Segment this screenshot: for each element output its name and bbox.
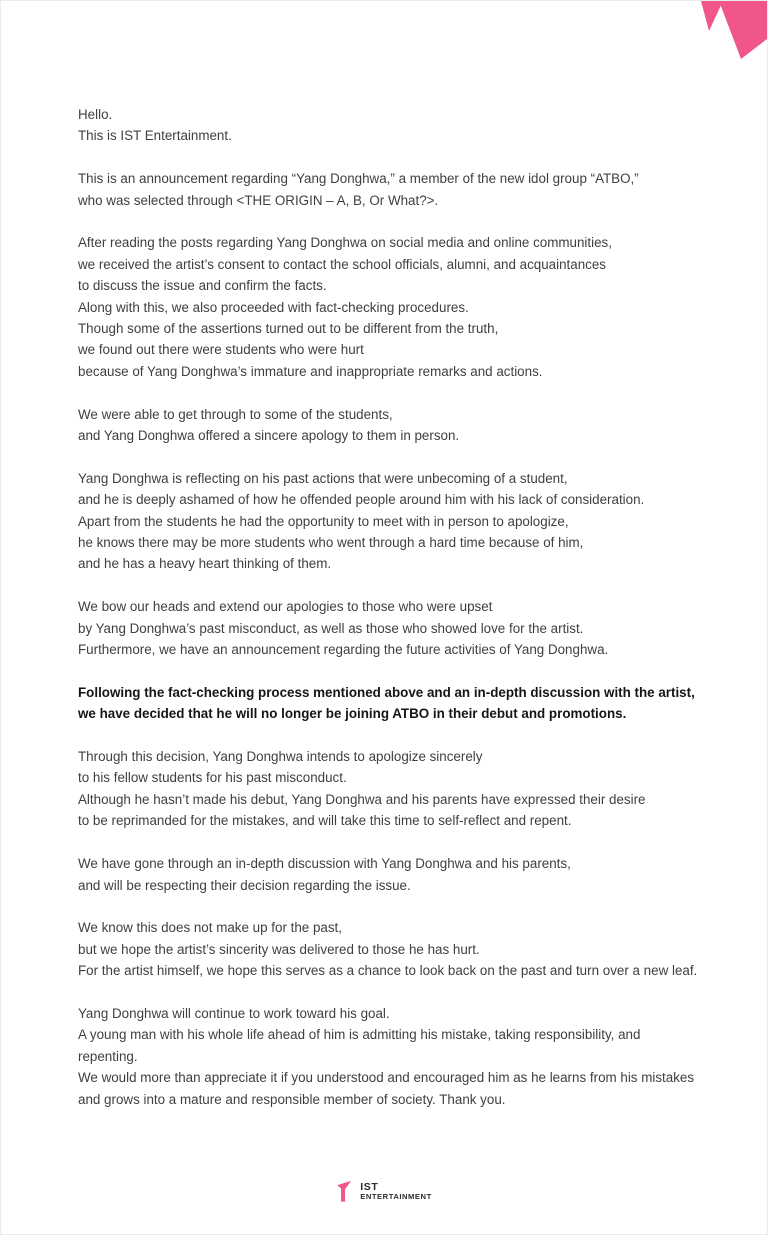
statement-paragraph-emphasis — [78, 682, 703, 725]
statement-line: Apart from the students he had the opportunity to meet with in person to apologize, — [78, 513, 569, 529]
statement-line: and he has a heavy heart thinking of them. — [78, 556, 332, 572]
statement-paragraph — [78, 596, 703, 660]
statement-line: We have gone through an in-depth discussion with Yang Donghwa and his parents, — [78, 856, 571, 872]
footer-brand-line2: ENTERTAINMENT — [360, 1191, 432, 1201]
statement-line: Yang Donghwa will continue to work toward his goal. — [78, 1005, 390, 1021]
statement-body — [78, 104, 703, 1110]
statement-line: we have decided that he will no longer be joining ATBO in their debut and promotions. — [78, 706, 627, 722]
ist-logo-icon — [336, 1180, 352, 1202]
statement-line: because of Yang Donghwa’s immature and inappropriate remarks and actions. — [78, 363, 543, 379]
statement-paragraph — [78, 168, 703, 211]
statement-line: and grows into a mature and responsible member of society. Thank you. — [78, 1091, 506, 1107]
statement-line: We were able to get through to some of the students, — [78, 406, 393, 422]
statement-line: to his fellow students for his past misconduct. — [78, 770, 347, 786]
statement-line: and Yang Donghwa offered a sincere apology to them in person. — [78, 428, 460, 444]
statement-line: but we hope the artist’s sincerity was delivered to those he has hurt. — [78, 941, 480, 957]
statement-line: we found out there were students who were hurt — [78, 342, 364, 358]
statement-paragraph — [78, 404, 703, 447]
statement-paragraph — [78, 104, 703, 147]
statement-line: Yang Donghwa is reflecting on his past actions that were unbecoming of a student, — [78, 470, 568, 486]
statement-line: After reading the posts regarding Yang Donghwa on social media and online communities, — [78, 235, 612, 251]
statement-line: Though some of the assertions turned out to be different from the truth, — [78, 321, 499, 337]
statement-line: This is IST Entertainment. — [78, 128, 232, 144]
statement-line: We would more than appreciate it if you understood and encouraged him as he learns from his mistakes — [78, 1070, 695, 1086]
statement-line: Hello. — [78, 107, 113, 122]
statement-paragraph — [78, 917, 703, 981]
statement-line: to be reprimanded for the mistakes, and will take this time to self-reflect and repent. — [78, 813, 572, 829]
statement-line: A young man with his whole life ahead of him is admitting his mistake, taking responsibility, and repenting. — [78, 1027, 641, 1064]
statement-line: and will be respecting their decision regarding the issue. — [78, 877, 411, 893]
footer-brand-logo — [336, 1180, 432, 1202]
statement-paragraph — [78, 746, 703, 832]
statement-line: Along with this, we also proceeded with fact-checking procedures. — [78, 299, 469, 315]
footer-brand-line1: IST — [360, 1180, 379, 1193]
footer-brand-text — [360, 1181, 432, 1202]
statement-line: we received the artist’s consent to contact the school officials, alumni, and acquaintances — [78, 256, 606, 272]
statement-line: Although he hasn’t made his debut, Yang Donghwa and his parents have expressed their desire — [78, 791, 646, 807]
statement-line: Furthermore, we have an announcement regarding the future activities of Yang Donghwa. — [78, 642, 609, 658]
ist-logo-corner-icon — [689, 1, 767, 63]
statement-paragraph — [78, 468, 703, 575]
statement-line: and he is deeply ashamed of how he offended people around him with his lack of consideration. — [78, 492, 645, 508]
statement-line: Through this decision, Yang Donghwa intends to apologize sincerely — [78, 749, 483, 765]
statement-line: to discuss the issue and confirm the facts. — [78, 278, 327, 294]
statement-paragraph — [78, 1003, 703, 1110]
ist-logo-mark-decoration — [689, 1, 767, 63]
statement-line: This is an announcement regarding “Yang Donghwa,” a member of the new idol group “ATBO,” — [78, 171, 639, 187]
statement-line: We bow our heads and extend our apologies to those who were upset — [78, 599, 493, 615]
statement-paragraph — [78, 232, 703, 382]
statement-line: Following the fact-checking process mentioned above and an in-depth discussion with the artist, — [78, 684, 695, 700]
statement-line: he knows there may be more students who went through a hard time because of him, — [78, 535, 584, 551]
statement-line: We know this does not make up for the past, — [78, 920, 342, 936]
statement-paragraph — [78, 853, 703, 896]
statement-line: For the artist himself, we hope this serves as a chance to look back on the past and turn over a new leaf. — [78, 963, 698, 979]
statement-line: by Yang Donghwa’s past misconduct, as well as those who showed love for the artist. — [78, 620, 584, 636]
statement-line: who was selected through <THE ORIGIN – A, B, Or What?>. — [78, 192, 439, 208]
